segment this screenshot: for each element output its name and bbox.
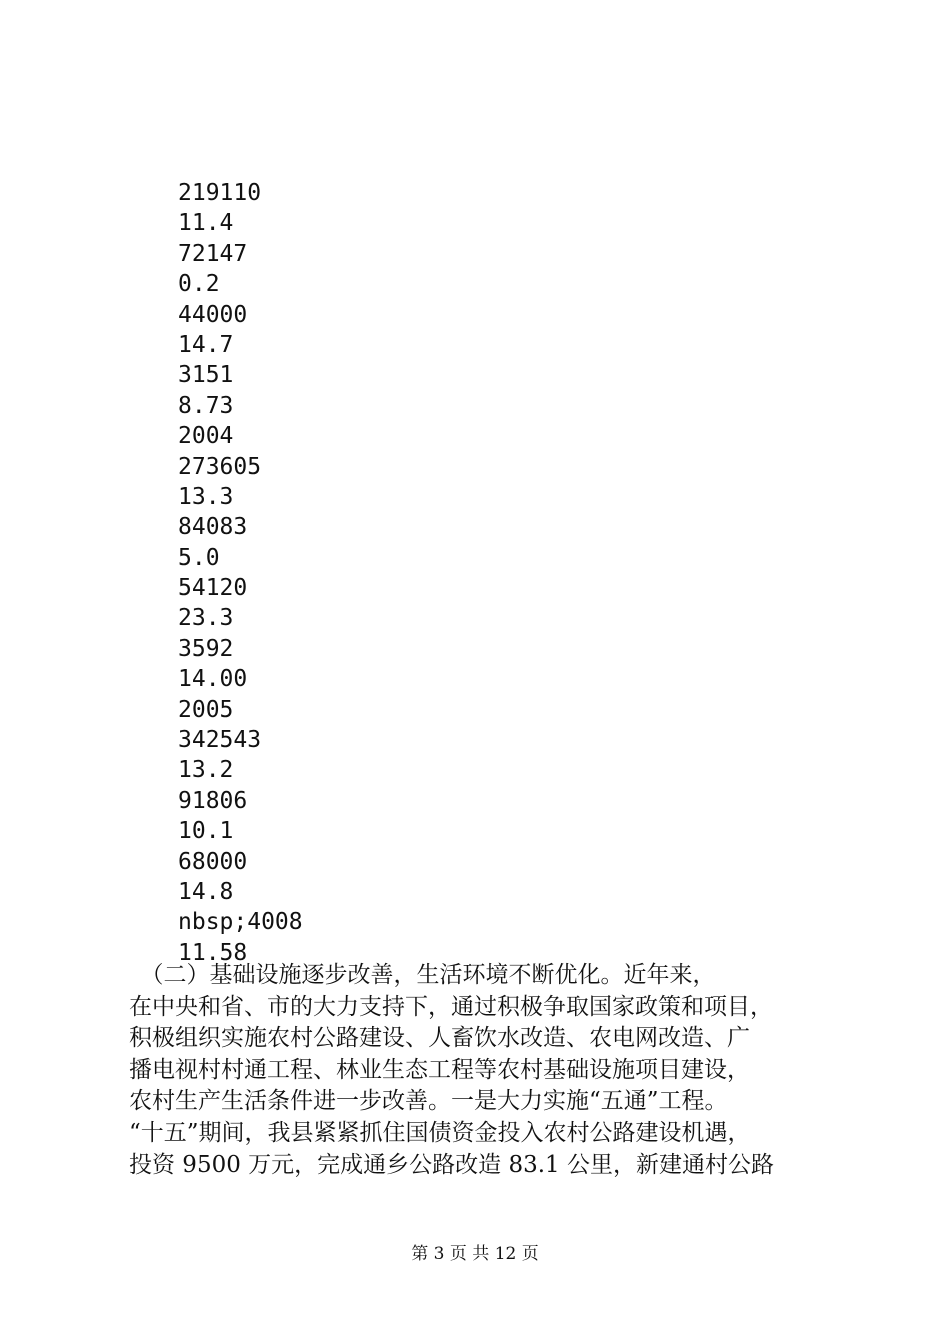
number-item: 13.2 (178, 757, 234, 784)
number-item: 342543 (178, 727, 262, 754)
number-item: 11.4 (178, 210, 234, 237)
number-item: 23.3 (178, 605, 234, 632)
paragraph-line: “十五”期间，我县紧紧抓住国债资金投入农村公路建设机遇， (129, 1119, 751, 1146)
paragraph-line: 积极组织实施农村公路建设、人畜饮水改造、农电网改造、广 (129, 1025, 750, 1052)
number-item: 5.0 (178, 544, 220, 571)
number-item: 14.00 (178, 666, 248, 693)
number-item: 44000 (178, 301, 248, 328)
number-item: 219110 (178, 180, 262, 206)
number-item: 3151 (178, 362, 234, 389)
paragraph-line: （二）基础设施逐步改善，生活环境不断优化。近年来， (129, 962, 716, 988)
paragraph-line: 农村生产生活条件进一步改善。一是大力实施“五通”工程。 (129, 1088, 728, 1115)
paragraph-line: 播电视村村通工程、林业生态工程等农村基础设施项目建设， (129, 1056, 750, 1083)
paragraph-line: 在中央和省、市的大力支持下，通过积极争取国家政策和项目， (129, 993, 773, 1020)
number-item: nbsp;4008 (178, 909, 303, 936)
body-paragraph (129, 960, 859, 1181)
page-footer (0, 1242, 950, 1266)
number-item: 11.58 (178, 939, 248, 966)
number-item: 13.3 (178, 483, 234, 510)
number-item: 3592 (178, 635, 234, 662)
number-item: 14.7 (178, 331, 234, 358)
number-item: 14.8 (178, 878, 234, 905)
number-item: 72147 (178, 240, 248, 267)
number-item: 2004 (178, 423, 234, 450)
number-item: 91806 (178, 787, 248, 814)
number-item: 2005 (178, 696, 234, 723)
number-item: 8.73 (178, 392, 234, 419)
number-item: 84083 (178, 514, 248, 541)
number-item: 0.2 (178, 271, 220, 298)
number-item: 10.1 (178, 818, 234, 845)
number-item: 68000 (178, 848, 248, 875)
page-number-label: 第 3 页 共 12 页 (411, 1244, 539, 1264)
number-item: 273605 (178, 453, 262, 480)
number-list (178, 178, 303, 968)
number-item: 54120 (178, 575, 248, 602)
paragraph-line: 投资 9500 万元，完成通乡公路改造 83.1 公里，新建通村公路 (129, 1151, 774, 1178)
